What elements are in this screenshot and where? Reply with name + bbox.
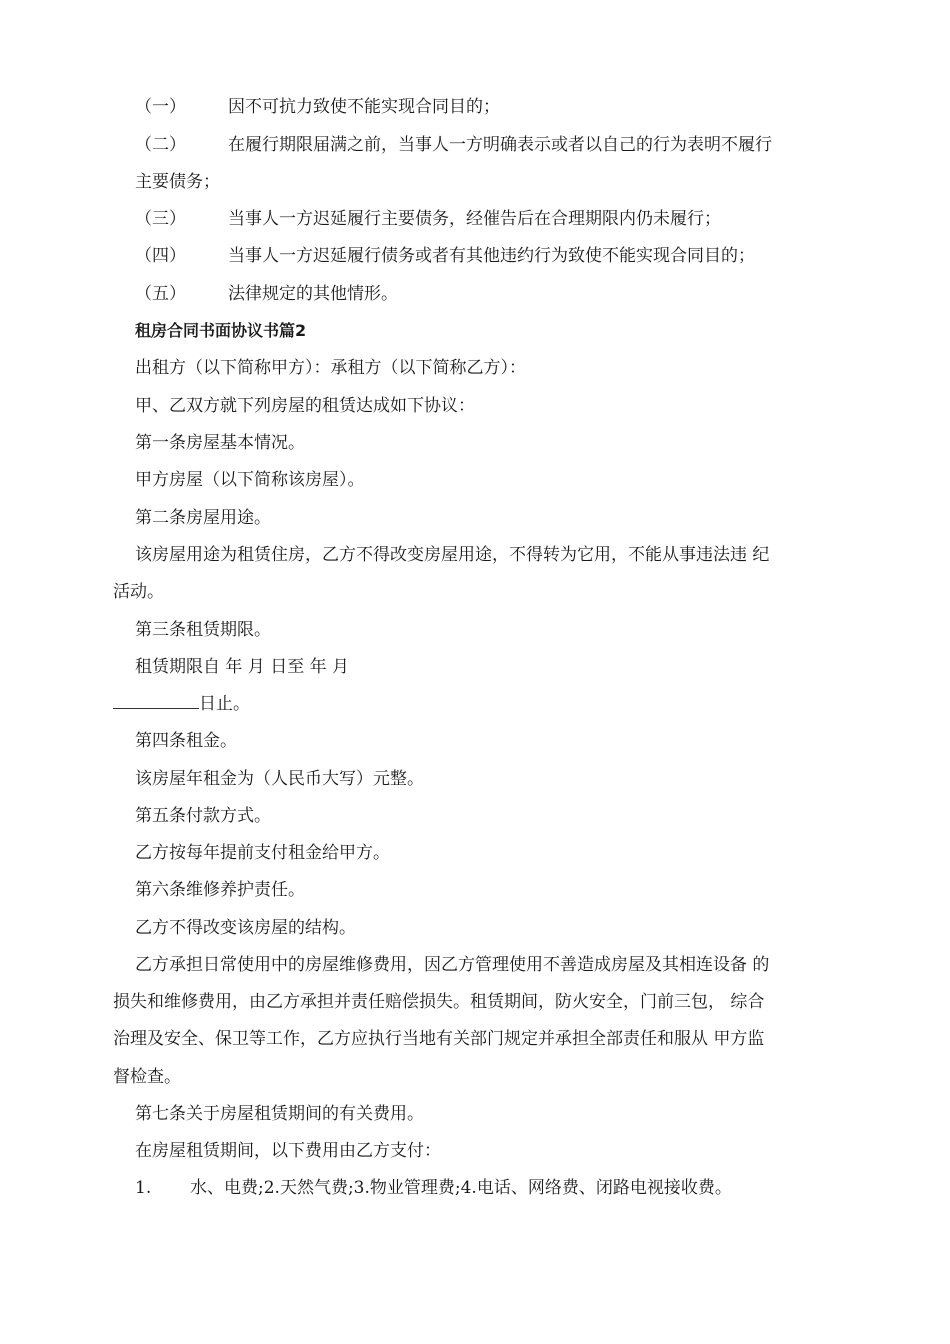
paragraph: 甲方房屋（以下简称该房屋）。: [135, 470, 365, 490]
clause-text: 因不可抗力致使不能实现合同目的；: [228, 97, 500, 117]
clause-number: （二）: [135, 135, 186, 155]
clause-text: 在履行期限届满之前，当事人一方明确表示或者以自己的行为表明不履行: [228, 135, 772, 155]
article-title: 第七条关于房屋租赁期间的有关费用。: [135, 1104, 424, 1124]
clause-text: 当事人一方迟延履行主要债务，经催告后在合理期限内仍未履行；: [228, 209, 721, 229]
clause-number: （一）: [135, 97, 186, 117]
article-title: 第二条房屋用途。: [135, 508, 271, 528]
article-title: 第六条维修养护责任。: [135, 880, 305, 900]
clause-number: （五）: [135, 284, 186, 304]
paragraph: 该房屋用途为租赁住房，乙方不得改变房屋用途，不得转为它用，不能从事违法违 纪: [135, 545, 770, 565]
section-heading: 租房合同书面协议书篇2: [135, 321, 307, 340]
paragraph: 租赁期限自 年 月 日至 年 月: [135, 657, 350, 677]
clause-item-2-continuation: 主要债务；: [135, 172, 220, 192]
paragraph: 乙方按每年提前支付租金给甲方。: [135, 843, 390, 863]
blank-fill-line[interactable]: [113, 692, 199, 709]
paragraph-continuation: 活动。: [113, 582, 164, 602]
list-number: 1.: [135, 1178, 152, 1198]
list-text: 水、电费;2.天然气费;3.物业管理费;4.电话、网络费、闭路电视接收费。: [190, 1178, 732, 1198]
paragraph-continuation: 损失和维修费用，由乙方承担并责任赔偿损失。租赁期间，防火安全，门前三包， 综合: [113, 992, 765, 1012]
clause-text: 当事人一方迟延履行债务或者有其他违约行为致使不能实现合同目的；: [228, 246, 755, 266]
article-title: 第一条房屋基本情况。: [135, 433, 305, 453]
paragraph: 乙方不得改变该房屋的结构。: [135, 918, 356, 938]
paragraph: 乙方承担日常使用中的房屋维修费用，因乙方管理使用不善造成房屋及其相连设备 的: [135, 955, 770, 975]
paragraph-continuation: 督检查。: [113, 1067, 181, 1087]
paragraph-text: 日止。: [199, 694, 250, 714]
article-title: 第四条租金。: [135, 731, 237, 751]
clause-text: 法律规定的其他情形。: [228, 284, 398, 304]
paragraph: 甲、乙双方就下列房屋的租赁达成如下协议：: [135, 396, 475, 416]
paragraph: 在房屋租赁期间，以下费用由乙方支付：: [135, 1141, 441, 1161]
paragraph-continuation: 治理及安全、保卫等工作，乙方应执行当地有关部门规定并承担全部责任和服从 甲方监: [113, 1029, 765, 1049]
paragraph: 该房屋年租金为（人民币大写）元整。: [135, 769, 424, 789]
lease-end-line: [113, 692, 250, 716]
paragraph: 出租方（以下简称甲方）：承租方（以下简称乙方）：: [135, 358, 526, 378]
article-title: 第五条付款方式。: [135, 806, 271, 826]
clause-number: （四）: [135, 246, 186, 266]
article-title: 第三条租赁期限。: [135, 620, 271, 640]
clause-number: （三）: [135, 209, 186, 229]
